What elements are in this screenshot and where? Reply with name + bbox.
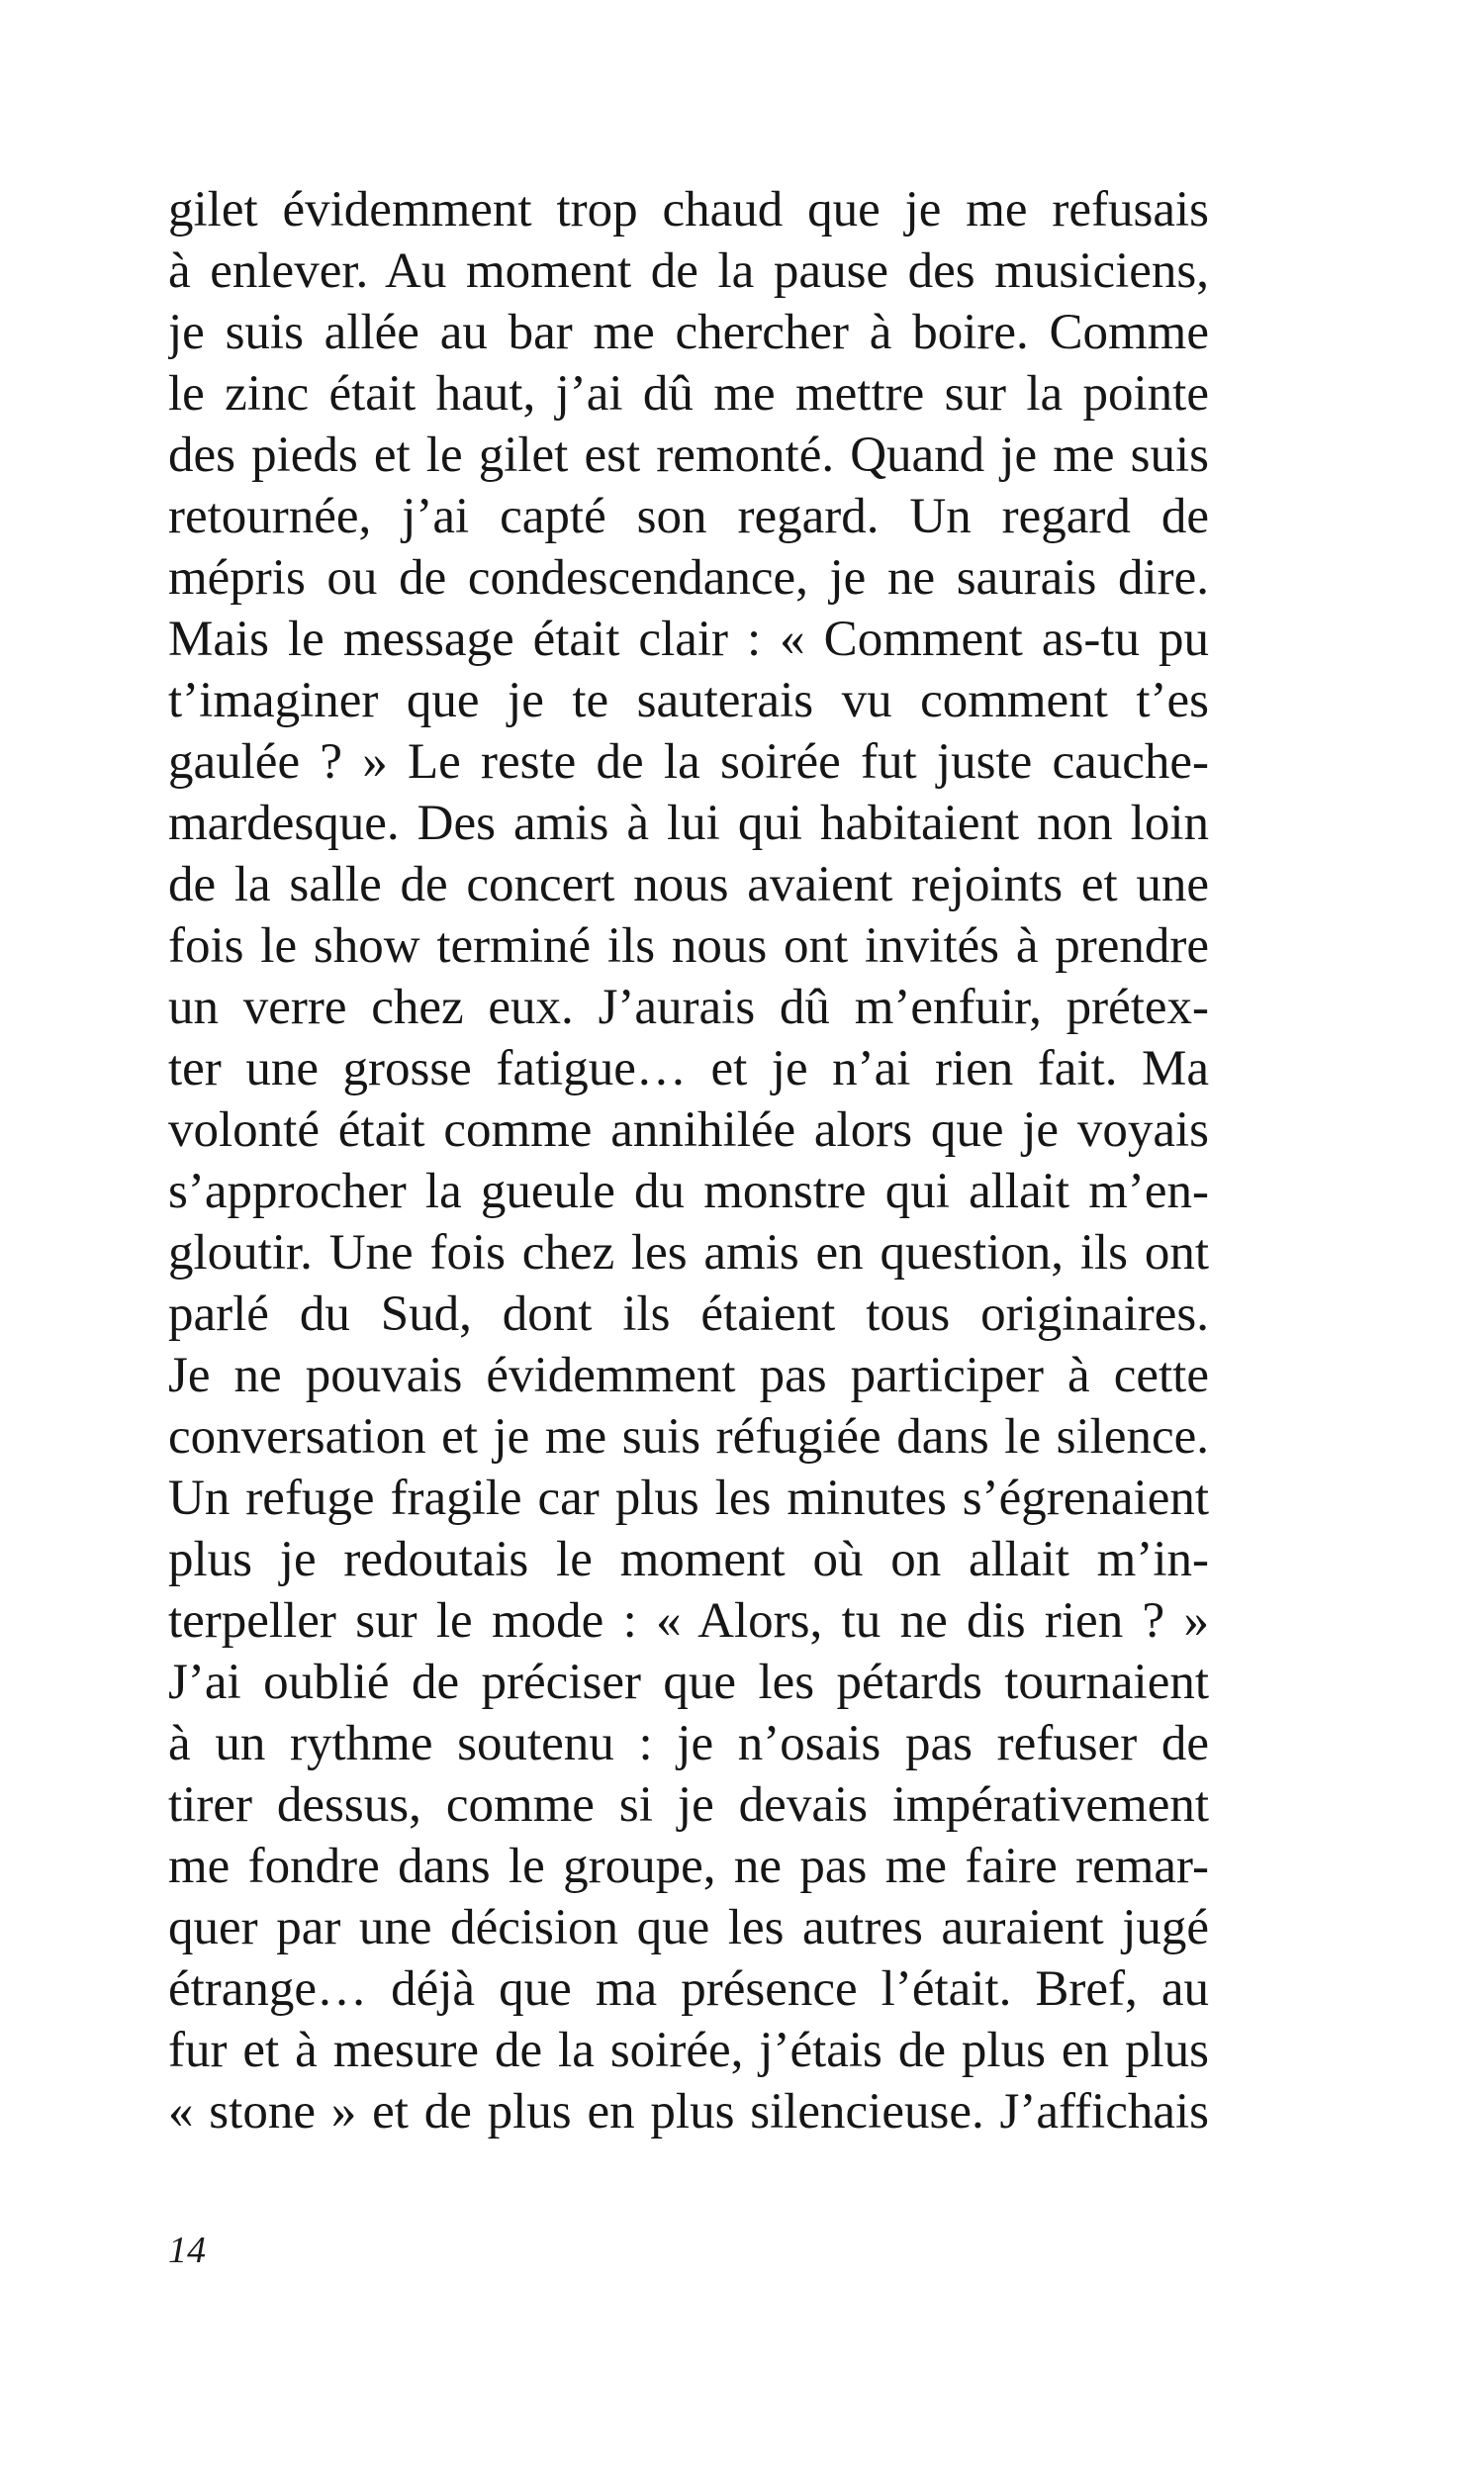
body-text-line: t’imaginer que je te sauterais vu comment t’es: [168, 673, 1209, 728]
body-text-line: Mais le message était clair : « Comment as-tu pu: [168, 612, 1209, 667]
body-text-line: un verre chez eux. J’aurais dû m’enfuir, prétex-: [168, 980, 1209, 1035]
body-text-line: Un refuge fragile car plus les minutes s’égrenaient: [168, 1471, 1209, 1526]
body-text-line: terpeller sur le mode : « Alors, tu ne dis rien ? »: [168, 1593, 1209, 1649]
page-number: 14: [168, 2230, 206, 2271]
body-text-line: mardesque. Des amis à lui qui habitaient non loin: [168, 796, 1209, 851]
body-text-line: étrange… déjà que ma présence l’était. Bref, au: [168, 1961, 1209, 2017]
body-text-line: retournée, j’ai capté son regard. Un regard de: [168, 489, 1209, 544]
body-text: [168, 179, 1209, 2142]
body-text-line: le zinc était haut, j’ai dû me mettre sur la pointe: [168, 366, 1209, 422]
body-text-line: des pieds et le gilet est remonté. Quand je me suis: [168, 428, 1209, 483]
body-text-line: tirer dessus, comme si je devais impérativement: [168, 1777, 1209, 1833]
body-text-line: quer par une décision que les autres auraient jugé: [168, 1900, 1209, 1955]
body-text-line: ter une grosse fatigue… et je n’ai rien fait. Ma: [168, 1041, 1209, 1096]
body-text-line: plus je redoutais le moment où on allait m’in-: [168, 1532, 1209, 1587]
body-text-line: Je ne pouvais évidemment pas participer à cette: [168, 1348, 1209, 1403]
body-text-line: de la salle de concert nous avaient rejoints et une: [168, 857, 1209, 912]
body-text-line: s’approcher la gueule du monstre qui allait m’en-: [168, 1164, 1209, 1219]
body-text-line: à enlever. Au moment de la pause des musiciens,: [168, 243, 1209, 299]
body-text-line: parlé du Sud, dont ils étaient tous originaires.: [168, 1286, 1209, 1342]
body-text-line: « stone » et de plus en plus silencieuse. J’affichais: [168, 2084, 1209, 2140]
body-text-line: mépris ou de condescendance, je ne saurais dire.: [168, 550, 1209, 606]
body-text-line: fois le show terminé ils nous ont invités à prendre: [168, 918, 1209, 974]
body-text-line: conversation et je me suis réfugiée dans le silence.: [168, 1409, 1209, 1465]
body-text-line: gilet évidemment trop chaud que je me refusais: [168, 182, 1209, 238]
body-text-line: gaulée ? » Le reste de la soirée fut juste cauche-: [168, 734, 1209, 790]
body-text-line: à un rythme soutenu : je n’osais pas refuser de: [168, 1716, 1209, 1771]
body-text-line: J’ai oublié de préciser que les pétards tournaient: [168, 1655, 1209, 1710]
body-text-line: je suis allée au bar me chercher à boire. Comme: [168, 305, 1209, 360]
body-text-line: gloutir. Une fois chez les amis en question, ils ont: [168, 1225, 1209, 1281]
body-text-line: fur et à mesure de la soirée, j’étais de plus en plus: [168, 2023, 1209, 2078]
body-text-line: me fondre dans le groupe, ne pas me faire remar-: [168, 1839, 1209, 1894]
body-text-line: volonté était comme annihilée alors que je voyais: [168, 1102, 1209, 1158]
